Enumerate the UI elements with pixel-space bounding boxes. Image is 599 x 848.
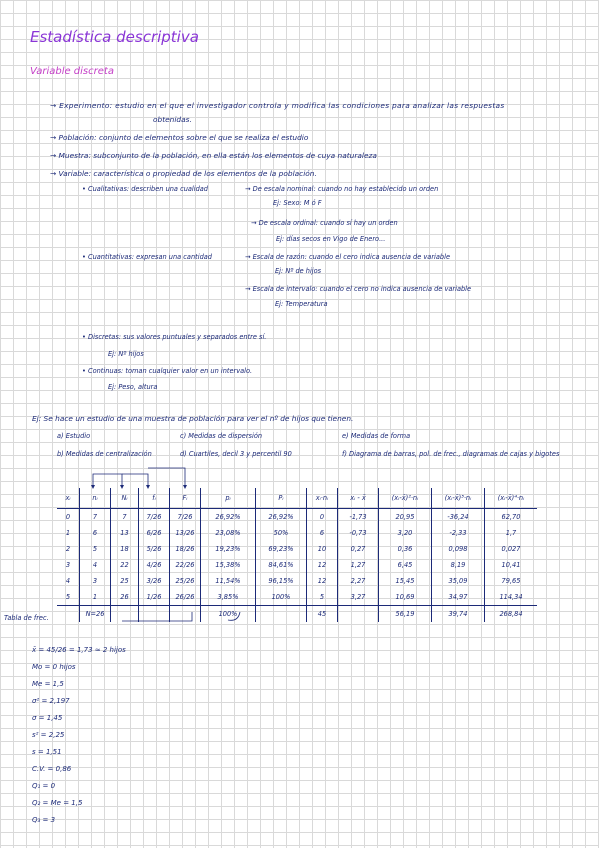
result-mean: x̄ = 45/26 = 1,73 ≈ 2 hijos [32,646,126,654]
table-cell: 22 [111,557,139,573]
table-cell: 0 [57,509,80,526]
definition-muestra: → Muestra: subconjunto de la población, en ella están los elementos de cuya naturaleza [50,151,377,160]
table-row [57,541,537,557]
exercise-statement: Ej: Se hace un estudio de una muestra de población para ver el nº de hijos que tienen. [32,414,354,423]
frequency-table [57,488,537,622]
table-caption: Tabla de frec. [4,614,49,622]
table-cell: -1,73 [338,509,379,526]
col-header-xini: xᵢ·nᵢ [307,488,338,509]
table-cell: 96,15% [256,573,307,589]
result-cv: C.V. = 0,86 [32,765,72,773]
result-std: σ = 1,45 [32,714,63,722]
table-cell: 1 [57,525,80,541]
result-sample-variance: s² = 2,25 [32,731,65,739]
table-cell: 0,098 [432,541,485,557]
table-cell: 7 [80,509,111,526]
exercise-item-e: e) Medidas de forma [342,432,411,440]
table-cell: 7/26 [139,509,170,526]
exercise-item-a: a) Estudio [57,432,91,440]
table-header-row [57,488,537,509]
col-header-fi: fᵢ [139,488,170,509]
page-title: Estadística descriptiva [30,28,199,46]
type-cualitativas: • Cualitativas: describen una cualidad [82,185,208,193]
table-cell: -0,73 [338,525,379,541]
exercise-item-c: c) Medidas de dispersión [180,432,263,440]
table-cell: 26 [111,589,139,606]
result-q3: Q₃ = 3 [32,816,56,824]
col-header-dev4: (xᵢ-x̄)⁴·nᵢ [485,488,538,509]
table-cell: 26,92% [201,509,256,526]
col-header-dev: xᵢ - x̄ [338,488,379,509]
type-razon-example: Ej: Nº de hijos [275,267,322,275]
table-cell: 6/26 [139,525,170,541]
result-median: Me = 1,5 [32,680,64,688]
table-cell: 6 [307,525,338,541]
table-total-cell [256,606,307,623]
table-cell: 114,34 [499,593,523,601]
table-cell: 34,97 [432,589,485,606]
type-discretas-example: Ej: Nº hijos [108,350,144,358]
table-total-cell: 100% [201,606,256,623]
table-row [57,573,537,589]
table-cell: 10,69 [379,589,432,606]
type-discretas: • Discretas: sus valores puntuales y separados entre sí. [82,333,267,341]
table-cell: 6,45 [379,557,432,573]
table-cell: 20,95 [379,509,432,526]
table-cell: 18/26 [170,541,201,557]
arrow-n1-to-N [93,474,122,488]
table-cell: 7 [111,509,139,526]
table-totals-row [57,606,537,623]
table-cell: 3 [80,573,111,589]
table-total-cell [170,606,201,623]
table-cell: 1 [80,589,111,606]
table-cell: -36,24 [432,509,485,526]
table-cell: 1/26 [139,589,170,606]
table-cell: 5 [307,589,338,606]
col-header-Pi: Pᵢ [256,488,307,509]
table-cell: 15,45 [379,573,432,589]
table-cell: 13/26 [170,525,201,541]
table-cell: 69,23% [256,541,307,557]
table-cell: 84,61% [256,557,307,573]
exercise-item-b: b) Medidas de centralización [57,450,152,458]
type-intervalo-example: Ej: Temperatura [275,300,328,308]
type-intervalo: → Escala de intervalo: cuando el cero no indica ausencia de variable [245,285,472,293]
table-cell: 4/26 [139,557,170,573]
table-cell: 25 [111,573,139,589]
table-cell: 13 [111,525,139,541]
table-cell: 0 [307,509,338,526]
table-cell: 23,08% [201,525,256,541]
type-continuas: • Continuas: toman cualquier valor en un intervalo. [82,367,253,375]
table-row [57,509,537,526]
arrow-N-to-F [122,474,148,488]
table-cell: 5/26 [139,541,170,557]
exercise-item-f: f) Diagrama de barras, pol. de frec., diagramas de cajas y bigotes [342,450,560,458]
table-cell: 3,27 [338,589,379,606]
type-continuas-example: Ej: Peso, altura [108,383,158,391]
type-nominal: → De escala nominal: cuando no hay establecido un orden [245,185,439,193]
table-row [57,589,537,606]
result-q1: Q₁ = 0 [32,782,56,790]
table-cell: 8,19 [432,557,485,573]
table-total-cell [111,606,139,623]
col-header-xi: xᵢ [57,488,80,509]
page-subtitle: Variable discreta [30,66,114,77]
table-total-cell: 56,19 [379,606,432,623]
result-q2: Q₂ = Me = 1,5 [32,799,83,807]
table-cell: 10 [307,541,338,557]
result-sample-std: s = 1,51 [32,748,62,756]
table-cell: 62,70 [501,513,521,521]
table-row [57,557,537,573]
table-cell: 4 [57,573,80,589]
result-variance: σ² = 2,197 [32,697,70,705]
table-cell: 12 [307,573,338,589]
table-total-cell [57,606,80,623]
table-total-cell: 268,84 [485,606,538,623]
table-cell: 12 [307,557,338,573]
col-header-Fi: Fᵢ [170,488,201,509]
table-total-cell: 45 [307,606,338,623]
table-cell: 0,36 [379,541,432,557]
table-cell: 3 [57,557,80,573]
table-cell: 3,85% [201,589,256,606]
definition-poblacion: → Población: conjunto de elementos sobre el que se realiza el estudio [50,133,309,142]
result-mode: Mo = 0 hijos [32,663,76,671]
type-razon: → Escala de razón: cuando el cero indica ausencia de variable [245,253,450,261]
table-cell: 5 [80,541,111,557]
table-cell: 6 [80,525,111,541]
table-cell: 3,20 [379,525,432,541]
col-header-Ni: Nᵢ [111,488,139,509]
table-total-cell [139,606,170,623]
table-total-cell: N=26 [80,606,111,623]
table-cell: 11,54% [201,573,256,589]
type-ordinal-example: Ej: días secos en Vigo de Enero... [276,235,386,243]
table-cell: 26,92% [256,509,307,526]
table-cell: 2 [57,541,80,557]
table-cell: 100% [256,589,307,606]
table-cell: 79,65 [501,577,521,585]
type-cuantitativas: • Cuantitativas: expresan una cantidad [82,253,212,261]
definition-experimento: → Experimento: estudio en el que el investigador controla y modifica las condiciones para analizar las respuestas [50,101,505,110]
table-total-cell: 39,74 [432,606,485,623]
table-cell: 10,41 [501,561,521,569]
definition-variable: → Variable: característica o propiedad de los elementos de la población. [50,169,317,178]
col-header-dev3: (xᵢ-x̄)³·nᵢ [432,488,485,509]
table-cell: 1,27 [338,557,379,573]
table-cell: 18 [111,541,139,557]
table-cell: 1,7 [505,529,517,537]
table-cell: 26/26 [170,589,201,606]
table-row [57,525,537,541]
col-header-ni: nᵢ [80,488,111,509]
table-cell: 2,27 [338,573,379,589]
type-ordinal: → De escala ordinal: cuando sí hay un orden [251,219,398,227]
table-cell: 3/26 [139,573,170,589]
table-cell: 15,38% [201,557,256,573]
arrow-f-to-F [148,468,185,488]
table-cell: 25/26 [170,573,201,589]
table-cell: 0,27 [338,541,379,557]
table-cell: 22/26 [170,557,201,573]
exercise-item-d: d) Cuartiles, decil 3 y percentil 90 [180,450,292,458]
col-header-dev2: (xᵢ-x̄)²·nᵢ [379,488,432,509]
table-cell: 35,09 [432,573,485,589]
table-cell: -2,33 [432,525,485,541]
type-nominal-example: Ej: Sexo: M ó F [273,199,322,207]
table-cell: 19,23% [201,541,256,557]
table-cell: 4 [80,557,111,573]
table-total-cell [338,606,379,623]
table-cell: 5 [57,589,80,606]
definition-experimento-cont: obtenidas. [153,115,192,124]
table-cell: 0,027 [501,545,521,553]
table-cell: 7/26 [170,509,201,526]
col-header-pi: pᵢ [201,488,256,509]
table-cell: 50% [256,525,307,541]
